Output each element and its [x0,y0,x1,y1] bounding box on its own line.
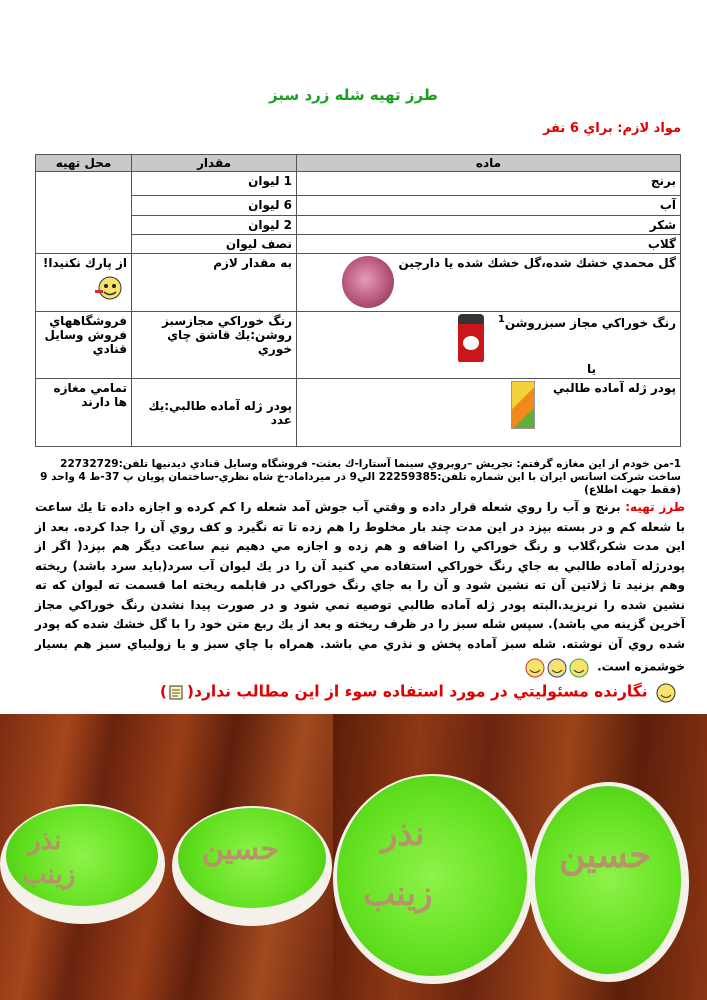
header-material: ماده [297,155,681,172]
row-amount: به مقدار لازم [132,254,297,312]
row-material: برنج [297,172,681,196]
disclaimer-text: نگارنده مسئوليتي در مورد استفاده سوء از اين مطالب ندارد( [186,682,648,701]
bowl-writing-a1: نذر [381,814,425,854]
jelly-powder-box-image [511,381,535,429]
row-amount: 1 ليوان [132,172,297,196]
warning-smiley-icon [93,270,127,304]
footnote: 1-من خودم از اين مغازه گرفتم: تجريش –روبروي سينما آستارا-ك بعثت- فروشگاه وسايل قنادي ديدنيها تلفن:22732729 ساخت شركت اسانس ايران با اين شماره تلفن:22259385 الي9 در ميرداماد-خ شاه نظري-ساختمان پويان پ 37-ط 4 واحد 9 (فقط جهت اطلاع) [40,458,681,496]
table-row [36,235,681,254]
row-place: فروشگاههاي فروش وسايل قنادي [36,312,132,379]
material-or: يا [586,362,596,376]
row-place: تمامي مغازه ها دارند [36,379,132,447]
row-amount: نصف ليوان [132,235,297,254]
table-row [36,379,681,447]
header-place: محل تهيه [36,155,132,172]
row-place [36,172,132,254]
row-amount: 6 ليوان [132,196,297,216]
material-text: پودر ژله آماده طالبي [553,381,676,395]
disclaimer-end: ) [159,682,167,701]
note-icon [167,683,187,701]
row-amount: پودر ژله آماده طالبي:يك عدد [132,379,297,447]
smiley-icon [653,681,679,703]
row-place [36,254,132,312]
row-material: آب [297,196,681,216]
row-amount: رنگ خوراكي مجازسبز روشن:يك قاشق چاي خوري [132,312,297,379]
method-paragraph [35,498,685,680]
smileys-row-icon [523,654,593,680]
disclaimer [160,681,679,703]
method-label: طرز تهيه: [625,500,685,514]
row-material: شكر [297,216,681,235]
method-text: برنج و آب را روي شعله قرار داده و وقتي آب جوش آمد شعله را كم كرده و اجازه داده تا يك ساعت با شعله كم و در بسته بپزد در اين مدت چند بار مخلوط را هم زده تا ته نگيرد و كف روي آن را جدا كرده. بعد از اين مدت شكر،گلاب و رنگ خوراكي را اضافه و هم زده و اجازه مي دهيم نيم ساعت ديگر هم بپزد( اگر از پودرژله آماده طالبي به جاي رنگ خوراكي استفاده مي كنيد آن را در يك ليوان آب سرد(بايد سرد باشد) ريخته وهم بزنيد تا ژلاتين آن ته نشين شود و آن را به جاي رنگ خوراكي در قابلمه ريخته اما قسمت ته ليوان كه ته نشين شده را نريزيد.البته پودر ژله آماده طالبي توصيه نمي شود و در صورت پيدا نشدن رنگ خوراكي مجاز آخرين گزينه مي باشد). سپس شله سبز را در ظرف ريخته و بعد از يك ربع متن خود را با گل خشك شده كه پودر شده روي آن نوشته. شله سبز آماده پخش و نذري مي باشد. همراه با چاي سبز و يا زولبياي سبز هم بسيار خوشمزه است. [35,500,685,674]
food-color-bottle-image [458,314,484,362]
table-row [36,254,681,312]
row-material [297,312,681,379]
bowl-writing-a2: زینب [363,874,433,914]
row-material [297,379,681,447]
material-text: گل محمدي خشك شده،گل خشك شده يا دارچين [398,256,676,270]
dried-rose-plate-image [342,256,394,308]
table-row [36,312,681,379]
bowls-photo-right [333,714,707,1000]
table-row [36,172,681,196]
bowls-photo-left [0,714,333,1000]
bowl-writing-b: حسین [202,832,280,867]
table-row [36,196,681,216]
row-amount: 2 ليوان [132,216,297,235]
footnote-mark: 1 [497,314,505,325]
material-text: رنگ خوراكي مجاز سبزروشن [504,316,676,330]
ingredients-table [35,154,681,447]
table-header-row [36,155,681,172]
row-material [297,254,681,312]
ingredients-heading: مواد لازم: براي 6 نفر [542,121,681,136]
bowl-writing-a2: زینب [22,860,76,890]
bowl-writing-a1: نذر [28,826,62,856]
row-material: گلاب [297,235,681,254]
bowl-writing-b: حسین [559,834,652,876]
table-row [36,216,681,235]
place-text: از پارك نكنيدا! [42,256,127,270]
page-title: طرز تهيه شله زرد سبز [269,86,438,104]
header-amount: مقدار [132,155,297,172]
